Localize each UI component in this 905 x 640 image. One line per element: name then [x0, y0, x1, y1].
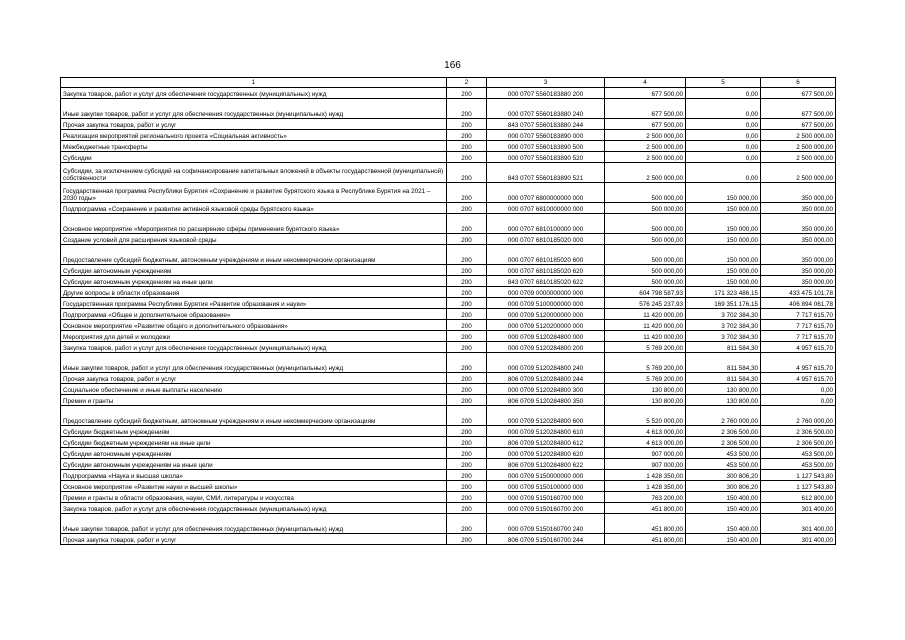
row-code-cell: 200 — [447, 470, 487, 481]
row-value-col4: 2 500 000,00 — [605, 163, 686, 183]
row-value-col6: 7 717 615,70 — [761, 331, 836, 342]
row-kbk-cell: 000 0709 5150160700 240 — [487, 514, 605, 534]
table-row — [61, 353, 836, 373]
row-value-col5: 171 323 486,15 — [686, 287, 761, 298]
row-value-col6: 350 000,00 — [761, 183, 836, 203]
row-kbk-cell: 000 0707 6810185020 620 — [487, 265, 605, 276]
row-value-col5: 150 400,00 — [686, 514, 761, 534]
table-row — [61, 437, 836, 448]
row-value-col4: 677 500,00 — [605, 119, 686, 130]
row-code-cell: 200 — [447, 88, 487, 99]
row-value-col4: 500 000,00 — [605, 234, 686, 245]
row-value-col6: 4 957 615,70 — [761, 373, 836, 384]
row-code-cell: 200 — [447, 276, 487, 287]
row-value-col4: 4 613 000,00 — [605, 426, 686, 437]
table-row — [61, 141, 836, 152]
row-value-col6: 677 500,00 — [761, 99, 836, 119]
row-name-cell: Реализация мероприятий регионального проекта «Социальная активность» — [61, 130, 447, 141]
table-row — [61, 99, 836, 119]
table-row — [61, 395, 836, 406]
row-kbk-cell: 843 0707 6810185020 622 — [487, 276, 605, 287]
table-row — [61, 470, 836, 481]
row-code-cell: 200 — [447, 406, 487, 426]
row-kbk-cell: 843 0707 5560183880 244 — [487, 119, 605, 130]
row-value-col4: 576 245 237,93 — [605, 298, 686, 309]
table-row — [61, 503, 836, 514]
row-code-cell: 200 — [447, 320, 487, 331]
row-value-col5: 150 000,00 — [686, 183, 761, 203]
row-kbk-cell: 000 0707 5560183890 520 — [487, 152, 605, 163]
row-kbk-cell: 806 0709 5120284800 244 — [487, 373, 605, 384]
row-kbk-cell: 000 0707 5560183880 240 — [487, 99, 605, 119]
row-code-cell: 200 — [447, 265, 487, 276]
row-value-col5: 453 500,00 — [686, 459, 761, 470]
row-name-cell: Иные закупки товаров, работ и услуг для обеспечения государственных (муниципальных) нужд — [61, 514, 447, 534]
table-row — [61, 203, 836, 214]
row-value-col6: 350 000,00 — [761, 234, 836, 245]
row-value-col5: 150 400,00 — [686, 534, 761, 545]
row-code-cell: 200 — [447, 426, 487, 437]
row-value-col5: 130 800,00 — [686, 395, 761, 406]
row-code-cell: 200 — [447, 373, 487, 384]
row-kbk-cell: 000 0707 5560183890 500 — [487, 141, 605, 152]
table-row — [61, 265, 836, 276]
row-value-col6: 0,00 — [761, 395, 836, 406]
row-value-col6: 1 127 543,80 — [761, 481, 836, 492]
table-header-row — [61, 78, 836, 88]
table-row — [61, 276, 836, 287]
row-name-cell: Прочая закупка товаров, работ и услуг — [61, 119, 447, 130]
row-kbk-cell: 000 0707 6800000000 000 — [487, 183, 605, 203]
row-value-col4: 1 428 350,00 — [605, 481, 686, 492]
row-value-col5: 453 500,00 — [686, 448, 761, 459]
row-value-col4: 2 500 000,00 — [605, 152, 686, 163]
row-value-col5: 169 351 176,15 — [686, 298, 761, 309]
row-value-col6: 350 000,00 — [761, 276, 836, 287]
row-value-col5: 3 702 384,30 — [686, 331, 761, 342]
row-code-cell: 200 — [447, 152, 487, 163]
row-kbk-cell: 806 0709 5120284800 350 — [487, 395, 605, 406]
row-value-col5: 150 000,00 — [686, 276, 761, 287]
row-kbk-cell: 000 0709 5120284800 600 — [487, 406, 605, 426]
table-row — [61, 342, 836, 353]
table-row — [61, 448, 836, 459]
row-name-cell: Закупка товаров, работ и услуг для обеспечения государственных (муниципальных) нужд — [61, 88, 447, 99]
table-row — [61, 373, 836, 384]
table-row — [61, 426, 836, 437]
row-code-cell: 200 — [447, 459, 487, 470]
row-name-cell: Субсидии — [61, 152, 447, 163]
row-value-col5: 300 806,20 — [686, 481, 761, 492]
table-row — [61, 234, 836, 245]
row-kbk-cell: 806 0709 5120284800 622 — [487, 459, 605, 470]
row-kbk-cell: 000 0707 6810100000 000 — [487, 214, 605, 234]
row-value-col4: 907 000,00 — [605, 459, 686, 470]
row-kbk-cell: 000 0709 5150100000 000 — [487, 481, 605, 492]
row-value-col5: 0,00 — [686, 163, 761, 183]
row-value-col5: 150 400,00 — [686, 492, 761, 503]
row-value-col6: 453 500,00 — [761, 459, 836, 470]
row-value-col5: 3 702 384,30 — [686, 320, 761, 331]
row-value-col4: 451 800,00 — [605, 503, 686, 514]
row-kbk-cell: 000 0709 5150160700 000 — [487, 492, 605, 503]
row-code-cell: 200 — [447, 481, 487, 492]
table-row — [61, 152, 836, 163]
row-code-cell: 200 — [447, 395, 487, 406]
row-value-col4: 11 420 000,00 — [605, 331, 686, 342]
row-value-col4: 451 800,00 — [605, 514, 686, 534]
row-value-col4: 11 420 000,00 — [605, 320, 686, 331]
row-code-cell: 200 — [447, 234, 487, 245]
row-value-col6: 301 400,00 — [761, 514, 836, 534]
row-value-col4: 5 769 200,00 — [605, 353, 686, 373]
row-value-col6: 612 800,00 — [761, 492, 836, 503]
row-name-cell: Основное мероприятие «Развитие общего и дополнительного образования» — [61, 320, 447, 331]
row-value-col5: 150 000,00 — [686, 234, 761, 245]
row-value-col4: 500 000,00 — [605, 203, 686, 214]
row-value-col4: 604 798 587,93 — [605, 287, 686, 298]
row-value-col4: 1 428 350,00 — [605, 470, 686, 481]
row-name-cell: Субсидии автономным учреждениям — [61, 448, 447, 459]
row-name-cell: Основное мероприятие «Мероприятия по расширению сферы применения бурятского языка» — [61, 214, 447, 234]
row-code-cell: 200 — [447, 287, 487, 298]
header-cell: 5 — [686, 78, 761, 88]
table-row — [61, 287, 836, 298]
row-value-col6: 7 717 615,70 — [761, 320, 836, 331]
row-value-col4: 5 769 200,00 — [605, 373, 686, 384]
row-name-cell: Предоставление субсидий бюджетным, автономным учреждениям и иным некоммерческим организациям — [61, 406, 447, 426]
budget-table — [60, 77, 836, 545]
row-value-col4: 500 000,00 — [605, 276, 686, 287]
row-code-cell: 200 — [447, 214, 487, 234]
row-value-col5: 150 000,00 — [686, 265, 761, 276]
table-row — [61, 119, 836, 130]
row-value-col6: 433 475 101,78 — [761, 287, 836, 298]
row-kbk-cell: 000 0709 5120000000 000 — [487, 309, 605, 320]
row-name-cell: Иные закупки товаров, работ и услуг для обеспечения государственных (муниципальных) нужд — [61, 353, 447, 373]
row-name-cell: Субсидии автономным учреждениям на иные цели — [61, 276, 447, 287]
row-name-cell: Субсидии автономным учреждениям — [61, 265, 447, 276]
row-name-cell: Мероприятия для детей и молодежи — [61, 331, 447, 342]
table-row — [61, 320, 836, 331]
table-row — [61, 130, 836, 141]
row-code-cell: 200 — [447, 298, 487, 309]
row-code-cell: 200 — [447, 183, 487, 203]
row-value-col5: 2 306 500,00 — [686, 437, 761, 448]
row-code-cell: 200 — [447, 331, 487, 342]
row-value-col4: 500 000,00 — [605, 265, 686, 276]
row-kbk-cell: 000 0709 0000000000 000 — [487, 287, 605, 298]
row-code-cell: 200 — [447, 503, 487, 514]
row-value-col6: 350 000,00 — [761, 265, 836, 276]
row-name-cell: Другие вопросы в области образования — [61, 287, 447, 298]
row-kbk-cell: 000 0709 5120284800 610 — [487, 426, 605, 437]
row-name-cell: Подпрограмма «Общее и дополнительное образование» — [61, 309, 447, 320]
row-name-cell: Государственная программа Республики Бурятия «Развитие образования и науки» — [61, 298, 447, 309]
row-kbk-cell: 000 0709 5120200000 000 — [487, 320, 605, 331]
row-code-cell: 200 — [447, 203, 487, 214]
row-value-col5: 0,00 — [686, 119, 761, 130]
row-name-cell: Подпрограмма «Сохранение и развитие активной языковой среды бурятского языка» — [61, 203, 447, 214]
row-kbk-cell: 000 0707 5560183890 000 — [487, 130, 605, 141]
row-value-col6: 2 500 000,00 — [761, 163, 836, 183]
row-name-cell: Премии и гранты в области образования, науки, СМИ, литературы и искусства — [61, 492, 447, 503]
table-row — [61, 298, 836, 309]
row-value-col4: 130 800,00 — [605, 395, 686, 406]
header-cell: 3 — [487, 78, 605, 88]
row-value-col6: 4 957 615,70 — [761, 353, 836, 373]
row-value-col6: 2 500 000,00 — [761, 141, 836, 152]
row-kbk-cell: 000 0709 5100000000 000 — [487, 298, 605, 309]
row-value-col5: 2 306 500,00 — [686, 426, 761, 437]
row-value-col5: 150 000,00 — [686, 214, 761, 234]
row-kbk-cell: 000 0709 5150000000 000 — [487, 470, 605, 481]
row-value-col6: 301 400,00 — [761, 503, 836, 514]
table-row — [61, 481, 836, 492]
header-cell: 6 — [761, 78, 836, 88]
row-kbk-cell: 000 0709 5120284800 000 — [487, 331, 605, 342]
table-row — [61, 514, 836, 534]
row-value-col4: 677 500,00 — [605, 99, 686, 119]
table-row — [61, 88, 836, 99]
row-name-cell: Закупка товаров, работ и услуг для обеспечения государственных (муниципальных) нужд — [61, 503, 447, 514]
header-cell: 1 — [61, 78, 447, 88]
row-value-col6: 406 894 061,78 — [761, 298, 836, 309]
row-name-cell: Основное мероприятие «Развитие науки и высшей школы» — [61, 481, 447, 492]
row-kbk-cell: 806 0709 5150160700 244 — [487, 534, 605, 545]
row-name-cell: Закупка товаров, работ и услуг для обеспечения государственных (муниципальных) нужд — [61, 342, 447, 353]
row-name-cell: Прочая закупка товаров, работ и услуг — [61, 534, 447, 545]
table-row — [61, 163, 836, 183]
row-value-col5: 2 760 000,00 — [686, 406, 761, 426]
row-kbk-cell: 000 0709 5120284800 240 — [487, 353, 605, 373]
row-value-col4: 451 800,00 — [605, 534, 686, 545]
row-value-col6: 0,00 — [761, 384, 836, 395]
row-value-col5: 0,00 — [686, 141, 761, 152]
row-value-col6: 4 957 615,70 — [761, 342, 836, 353]
row-value-col6: 2 500 000,00 — [761, 152, 836, 163]
row-value-col5: 811 584,30 — [686, 373, 761, 384]
table-row — [61, 309, 836, 320]
row-code-cell: 200 — [447, 119, 487, 130]
row-value-col6: 301 400,00 — [761, 534, 836, 545]
row-kbk-cell: 000 0709 5150160700 200 — [487, 503, 605, 514]
table-row — [61, 534, 836, 545]
row-value-col5: 811 584,30 — [686, 342, 761, 353]
row-code-cell: 200 — [447, 437, 487, 448]
row-value-col4: 500 000,00 — [605, 214, 686, 234]
row-kbk-cell: 806 0709 5120284800 612 — [487, 437, 605, 448]
row-value-col6: 350 000,00 — [761, 245, 836, 265]
table-row — [61, 183, 836, 203]
table-row — [61, 384, 836, 395]
row-value-col6: 677 500,00 — [761, 119, 836, 130]
row-code-cell: 200 — [447, 448, 487, 459]
header-cell: 2 — [447, 78, 487, 88]
row-kbk-cell: 000 0707 5560183880 200 — [487, 88, 605, 99]
row-name-cell: Премии и гранты — [61, 395, 447, 406]
row-value-col5: 0,00 — [686, 99, 761, 119]
row-value-col4: 130 800,00 — [605, 384, 686, 395]
row-code-cell: 200 — [447, 384, 487, 395]
row-value-col4: 2 500 000,00 — [605, 141, 686, 152]
row-code-cell: 200 — [447, 141, 487, 152]
row-code-cell: 200 — [447, 342, 487, 353]
row-kbk-cell: 000 0707 6810185020 600 — [487, 245, 605, 265]
row-name-cell: Подпрограмма «Наука и высшая школа» — [61, 470, 447, 481]
row-value-col5: 130 800,00 — [686, 384, 761, 395]
row-name-cell: Государственная программа Республики Бурятия «Сохранение и развитие бурятского языка в Республике Бурятия на 2021 – 2030 годы» — [61, 183, 447, 203]
row-value-col6: 2 306 500,00 — [761, 437, 836, 448]
row-value-col4: 5 520 000,00 — [605, 406, 686, 426]
row-value-col4: 11 420 000,00 — [605, 309, 686, 320]
row-name-cell: Субсидии автономным учреждениям на иные цели — [61, 459, 447, 470]
table-row — [61, 214, 836, 234]
row-name-cell: Предоставление субсидий бюджетным, автономным учреждениям и иным некоммерческим организациям — [61, 245, 447, 265]
row-code-cell: 200 — [447, 534, 487, 545]
row-value-col5: 150 400,00 — [686, 503, 761, 514]
row-value-col6: 1 127 543,80 — [761, 470, 836, 481]
row-value-col5: 0,00 — [686, 88, 761, 99]
row-value-col5: 0,00 — [686, 152, 761, 163]
row-kbk-cell: 843 0707 5560183890 521 — [487, 163, 605, 183]
row-code-cell: 200 — [447, 99, 487, 119]
row-name-cell: Социальное обеспечение и иные выплаты населению — [61, 384, 447, 395]
row-kbk-cell: 000 0709 5120284800 200 — [487, 342, 605, 353]
row-kbk-cell: 000 0709 5120284800 620 — [487, 448, 605, 459]
row-name-cell: Межбюджетные трансферты — [61, 141, 447, 152]
row-name-cell: Прочая закупка товаров, работ и услуг — [61, 373, 447, 384]
row-value-col6: 2 760 000,00 — [761, 406, 836, 426]
row-value-col5: 811 584,30 — [686, 353, 761, 373]
table-row — [61, 406, 836, 426]
row-code-cell: 200 — [447, 514, 487, 534]
row-code-cell: 200 — [447, 492, 487, 503]
row-value-col4: 2 500 000,00 — [605, 130, 686, 141]
row-value-col5: 0,00 — [686, 130, 761, 141]
row-value-col4: 500 000,00 — [605, 245, 686, 265]
row-value-col6: 350 000,00 — [761, 203, 836, 214]
row-code-cell: 200 — [447, 130, 487, 141]
row-name-cell: Субсидии, за исключением субсидий на софинансирование капитальных вложений в объекты государственной (муниципальной) собственности — [61, 163, 447, 183]
row-value-col6: 677 500,00 — [761, 88, 836, 99]
row-value-col4: 4 613 000,00 — [605, 437, 686, 448]
row-value-col5: 300 806,20 — [686, 470, 761, 481]
row-value-col5: 150 000,00 — [686, 203, 761, 214]
row-name-cell: Создание условий для расширения языковой среды — [61, 234, 447, 245]
row-value-col4: 763 200,00 — [605, 492, 686, 503]
page-number: 166 — [444, 60, 461, 71]
table-row — [61, 331, 836, 342]
table-row — [61, 459, 836, 470]
row-kbk-cell: 000 0709 5120284800 300 — [487, 384, 605, 395]
row-value-col5: 3 702 384,30 — [686, 309, 761, 320]
row-value-col6: 2 306 500,00 — [761, 426, 836, 437]
row-name-cell: Иные закупки товаров, работ и услуг для обеспечения государственных (муниципальных) нужд — [61, 99, 447, 119]
row-value-col4: 5 769 200,00 — [605, 342, 686, 353]
table-row — [61, 245, 836, 265]
row-kbk-cell: 000 0707 6810000000 000 — [487, 203, 605, 214]
table-row — [61, 492, 836, 503]
row-code-cell: 200 — [447, 245, 487, 265]
row-code-cell: 200 — [447, 309, 487, 320]
row-value-col6: 453 500,00 — [761, 448, 836, 459]
row-value-col6: 350 000,00 — [761, 214, 836, 234]
row-name-cell: Субсидии бюджетным учреждениям — [61, 426, 447, 437]
row-value-col4: 500 000,00 — [605, 183, 686, 203]
header-cell: 4 — [605, 78, 686, 88]
row-name-cell: Субсидии бюджетным учреждениям на иные цели — [61, 437, 447, 448]
row-value-col4: 907 000,00 — [605, 448, 686, 459]
row-value-col6: 7 717 615,70 — [761, 309, 836, 320]
row-value-col5: 150 000,00 — [686, 245, 761, 265]
row-kbk-cell: 000 0707 6810185020 000 — [487, 234, 605, 245]
row-code-cell: 200 — [447, 353, 487, 373]
row-code-cell: 200 — [447, 163, 487, 183]
row-value-col6: 2 500 000,00 — [761, 130, 836, 141]
row-value-col4: 677 500,00 — [605, 88, 686, 99]
